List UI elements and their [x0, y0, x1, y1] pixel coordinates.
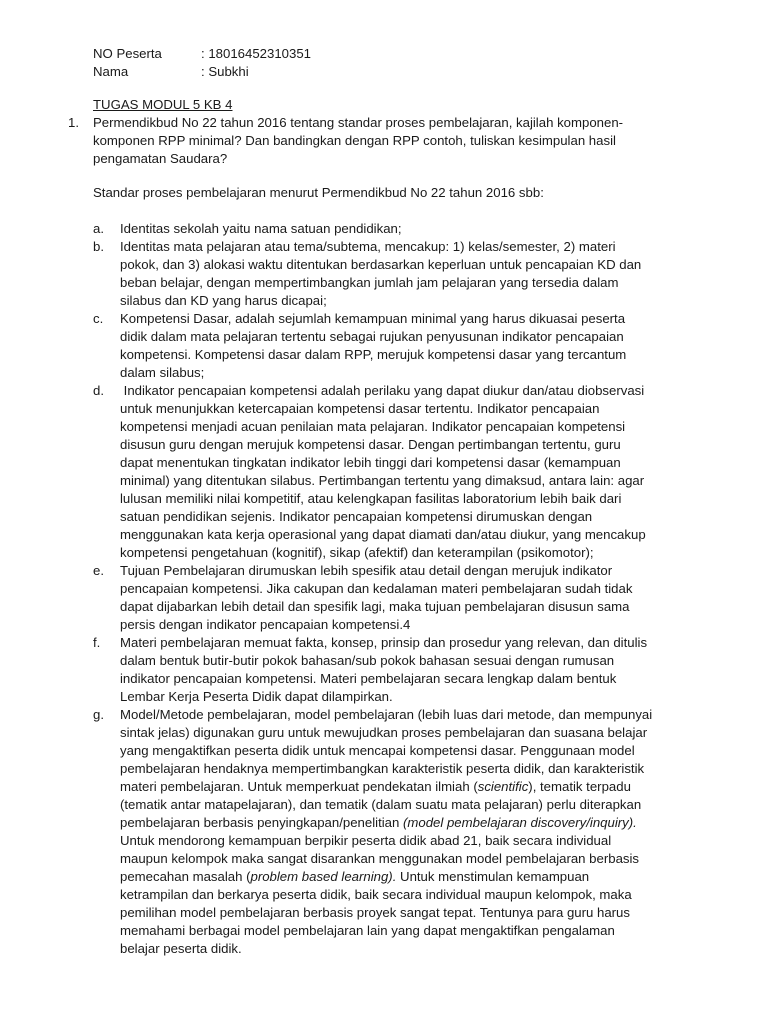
item-g-italic-discovery: (model pembelajaran discovery/inquiry).: [403, 815, 637, 830]
list-item-text: Tujuan Pembelajaran dirumuskan lebih spesifik atau detail dengan merujuk indikator pencapaian kompetensi. Jika cakupan dan kedalaman materi pembelajaran sudah tidak dapat dijabarkan lebih detail dan spesifik lagi, maka tujuan pembelajaran disusun sama persis dengan indikator pencapaian kompetensi.4: [120, 563, 633, 632]
no-peserta-value: : 18016452310351: [201, 46, 312, 61]
item-g-text-part: Model/Metode pembelajaran, model pembelajaran (lebih luas dari metode, dan mempunyai sintak jelas) digunakan guru untuk mewujudkan proses pembelajaran dan suasana belajar yang mengaktifkan peserta didik untuk mencapai kompetensi dasar. Penggunaan model pembelajaran hendaknya mempertimbangkan karakteristik peserta didik, dan karakteristik materi pembelajaran. Untuk memperkuat pendekatan ilmiah (: [120, 707, 653, 794]
header-no-peserta: [93, 45, 311, 63]
list-item-text: Identitas sekolah yaitu nama satuan pendidikan;: [120, 221, 402, 236]
header-nama: [93, 63, 249, 81]
list-item-e: [93, 562, 653, 634]
question-text: Permendikbud No 22 tahun 2016 tentang standar proses pembelajaran, kajilah komponen-komponen RPP minimal? Dan bandingkan dengan RPP contoh, tuliskan kesimpulan hasil pengamatan Saudara?: [93, 115, 624, 166]
list-item-text: Indikator pencapaian kompetensi adalah perilaku yang dapat diukur dan/atau diobservasi untuk menunjukkan ketercapaian kompetensi dasar tertentu. Indikator pencapaian kompetensi menjadi acuan penilaian mata pelajaran. Indikator pencapaian kompetensi disusun guru dengan merujuk kompetensi dasar. Dengan pertimbangan tertentu, guru dapat menentukan tingkatan indikator lebih tinggi dari kompetensi dasar (kemampuan minimal) yang ditentukan silabus. Pertimbangan tertentu yang dimaksud, antara lain: agar lulusan memiliki nilai kompetitif, atau kelengkapan fasilitas laboratorium lebih baik dari satuan pendidikan sejenis. Indikator pencapaian kompetensi dirumuskan dengan menggunakan kata kerja operasional yang dapat diamati dan/atau diukur, yang mencakup kompetensi pengetahuan (kognitif), sikap (afektif) dan keterampilan (psikomotor);: [120, 383, 650, 560]
list-item-label: b.: [93, 239, 104, 254]
list-item-a: [93, 220, 653, 238]
no-peserta-label: NO Peserta: [93, 46, 162, 61]
list-item-label: e.: [93, 563, 104, 578]
nama-value: : Subkhi: [201, 64, 249, 79]
item-g-italic-scientific: scientific: [477, 779, 529, 794]
component-list: [93, 220, 653, 958]
list-item-label: g.: [93, 707, 104, 722]
list-item-text: [120, 706, 653, 958]
list-item-label: c.: [93, 311, 104, 326]
item-g-text-part: Untuk menstimulan kemampuan ketrampilan dan berkarya peserta didik, baik secara individual maupun kelompok, maka pemilihan model pembelajaran berbasis proyek sangat tepat. Tentunya para guru harus memahami berbagai model pembelajaran lain yang dapat mengaktifkan pengalaman belajar peserta didik.: [120, 869, 632, 956]
list-item-text: Kompetensi Dasar, adalah sejumlah kemampuan minimal yang harus dikuasai peserta didik dalam mata pelajaran tertentu sebagai rujukan penyusunan indikator pencapaian kompetensi. Kompetensi dasar dalam RPP, merujuk kompetensi dasar yang tercantum dalam silabus;: [120, 311, 627, 380]
list-item-label: a.: [93, 221, 104, 236]
intro-paragraph: Standar proses pembelajaran menurut Permendikbud No 22 tahun 2016 sbb:: [93, 185, 544, 200]
list-item-d: [93, 382, 653, 562]
list-item-b: [93, 238, 653, 310]
list-item-f: [93, 634, 653, 706]
item-g-italic-pbl: problem based learning).: [250, 869, 397, 884]
list-item-label: d.: [93, 383, 104, 398]
list-item-label: f.: [93, 635, 101, 650]
list-item-text: Materi pembelajaran memuat fakta, konsep, prinsip dan prosedur yang relevan, dan ditulis dalam bentuk butir-butir pokok bahasan/sub pokok bahasan sesuai dengan rumusan indikator pencapaian kompetensi. Materi pembelajaran secara lengkap dalam bentuk Lembar Kerja Peserta Didik dapat dilampirkan.: [120, 635, 648, 704]
item-g-text-part: Untuk mendorong kemampuan berpikir peserta didik abad 21, baik secara individual maupun kelompok maka sangat disarankan menggunakan model pembelajaran berbasis pemecahan masalah (: [120, 833, 640, 884]
document-title: TUGAS MODUL 5 KB 4: [93, 97, 233, 112]
list-item-c: [93, 310, 653, 382]
nama-label: Nama: [93, 64, 129, 79]
list-item-text: Identitas mata pelajaran atau tema/subtema, mencakup: 1) kelas/semester, 2) materi pokok, dan 3) alokasi waktu ditentukan berdasarkan keperluan untuk pencapaian KD dan beban belajar, dengan mempertimbangkan jumlah jam pelajaran yang tersedia dalam silabus dan KD yang harus dicapai;: [120, 239, 642, 308]
question-number: 1.: [68, 115, 79, 130]
item-g-text-part: ), tematik terpadu (tematik antar matapelajaran), dan tematik (dalam suatu mata pelajaran) perlu diterapkan pembelajaran berbasis penyingkapan/penelitian: [120, 779, 642, 830]
list-item-g: [93, 706, 653, 958]
